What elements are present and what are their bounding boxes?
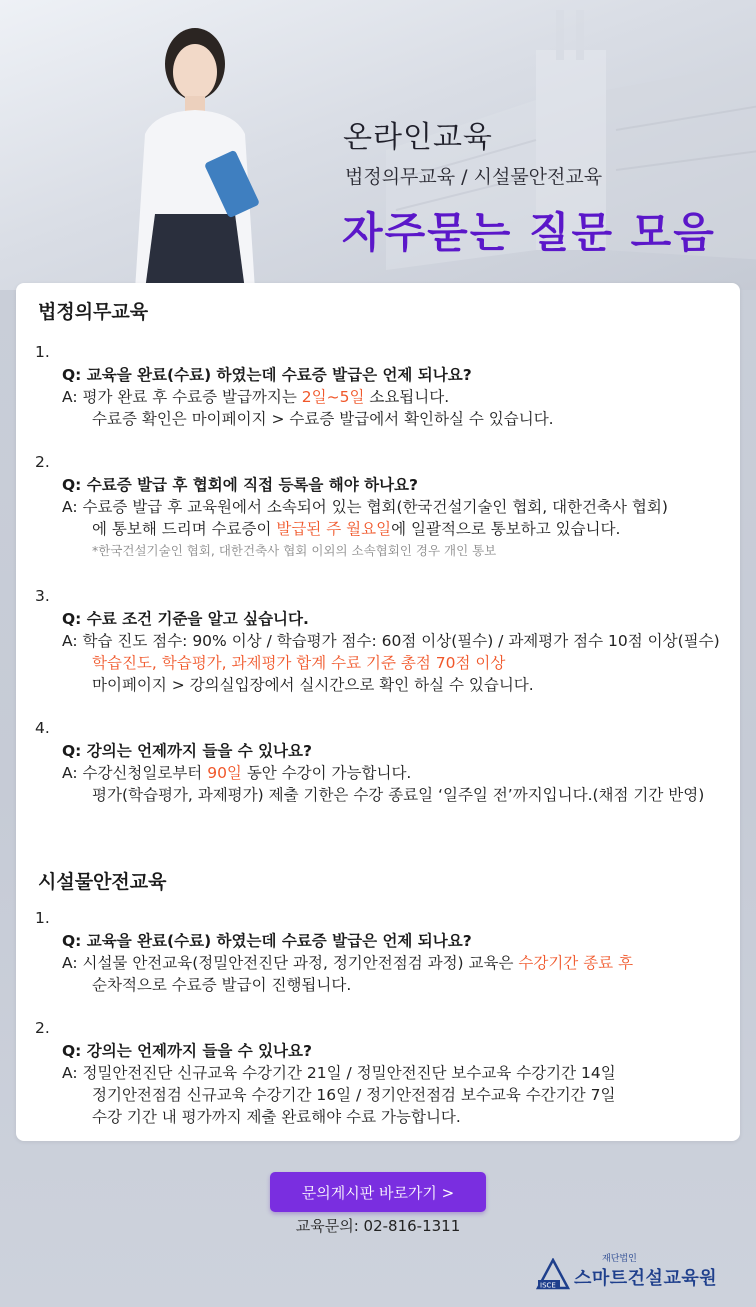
faq-card [16,283,740,1141]
faq-question: Q: 교육을 완료(수료) 하였는데 수료증 발급은 언제 되나요? [62,366,472,384]
faq-note: *한국건설기술인 협회, 대한건축사 협회 이외의 소속협회인 경우 개인 통보 [92,543,497,558]
contact-phone: 교육문의: 02-816-1311 [295,1217,461,1235]
faq-question: Q: 수료증 발급 후 협회에 직접 등록을 해야 하나요? [62,476,419,494]
faq-question: Q: 강의는 언제까지 들을 수 있나요? [62,742,312,760]
faq-number: 3. [35,587,50,605]
faq-answer: A: 수강신청일로부터 90일 동안 수강이 가능합니다. [62,764,412,782]
faq-answer-highlight-line: 학습진도, 학습평가, 과제평가 합계 수료 기준 총점 70점 이상 [92,654,506,672]
hero-banner [0,0,756,290]
faq-answer: A: 정밀안전진단 신규교육 수강기간 21일 / 정밀안전진단 보수교육 수강기간 14일 [62,1064,616,1082]
faq-answer-continued: 마이페이지 > 강의실입장에서 실시간으로 확인 하실 수 있습니다. [92,676,534,694]
logo-name: 스마트건설교육원 [574,1268,718,1289]
answer-highlight: 2일~5일 [301,388,365,406]
faq-item [35,907,633,996]
section-title-facility: 시설물안전교육 [38,871,167,893]
answer-highlight: 발급된 주 월요일 [276,520,392,538]
faq-item [35,717,704,806]
section-title-legal: 법정의무교육 [38,301,149,323]
faq-answer-continued: 수강 기간 내 평가까지 제출 완료해야 수료 가능합니다. [92,1108,461,1126]
answer-highlight: 90일 [207,764,242,782]
faq-answer-continued: 에 통보해 드리며 수료증이 발급된 주 월요일에 일괄적으로 통보하고 있습니다. [92,520,621,538]
faq-number: 2. [35,1019,50,1037]
presenter-illustration [95,14,295,290]
faq-answer-continued: 수료증 확인은 마이페이지 > 수료증 발급에서 확인하실 수 있습니다. [92,410,554,428]
logo [536,1256,736,1290]
faq-item [35,451,668,562]
inquiry-board-button[interactable]: 문의게시판 바로가기 > [270,1172,486,1212]
faq-number: 4. [35,719,50,737]
faq-question: Q: 강의는 언제까지 들을 수 있나요? [62,1042,312,1060]
faq-item [35,1017,616,1128]
faq-answer-continued: 정기안전점검 신규교육 수강기간 16일 / 정기안전점검 보수교육 수간기간 7일 [92,1086,616,1104]
faq-number: 1. [35,343,50,361]
faq-answer-continued: 순차적으로 수료증 발급이 진행됩니다. [92,976,352,994]
logo-mark-icon [536,1258,570,1290]
faq-answer: A: 평가 완료 후 수료증 발급까지는 2일~5일 소요됩니다. [62,388,450,406]
faq-number: 2. [35,453,50,471]
faq-item [35,585,720,696]
hero-title: 온라인교육 [343,120,493,155]
answer-highlight: 수강기간 종료 후 [518,954,634,972]
logo-subtitle: 재단법인 [602,1254,637,1264]
faq-answer-continued: 평가(학습평가, 과제평가) 제출 기한은 수강 종료일 ‘일주일 전’까지입니다.(채점 기간 반영) [92,786,705,804]
hero-subtitle: 법정의무교육 / 시설물안전교육 [345,166,603,188]
logo-mark-text: ISCE [540,1281,556,1290]
faq-answer: A: 수료증 발급 후 교육원에서 소속되어 있는 협회(한국건설기술인 협회, 대한건축사 협회) [62,498,668,516]
faq-question: Q: 교육을 완료(수료) 하였는데 수료증 발급은 언제 되나요? [62,932,472,950]
faq-number: 1. [35,909,50,927]
faq-answer: A: 학습 진도 점수: 90% 이상 / 학습평가 점수: 60점 이상(필수) / 과제평가 점수 10점 이상(필수) [62,632,720,650]
faq-item [35,341,554,430]
faq-question: Q: 수료 조건 기준을 알고 싶습니다. [62,610,309,628]
faq-main-title: 자주묻는 질문 모음 [342,208,716,257]
faq-answer: A: 시설물 안전교육(정밀안전진단 과정, 정기안전점검 과정) 교육은 수강기간 종료 후 [62,954,634,972]
